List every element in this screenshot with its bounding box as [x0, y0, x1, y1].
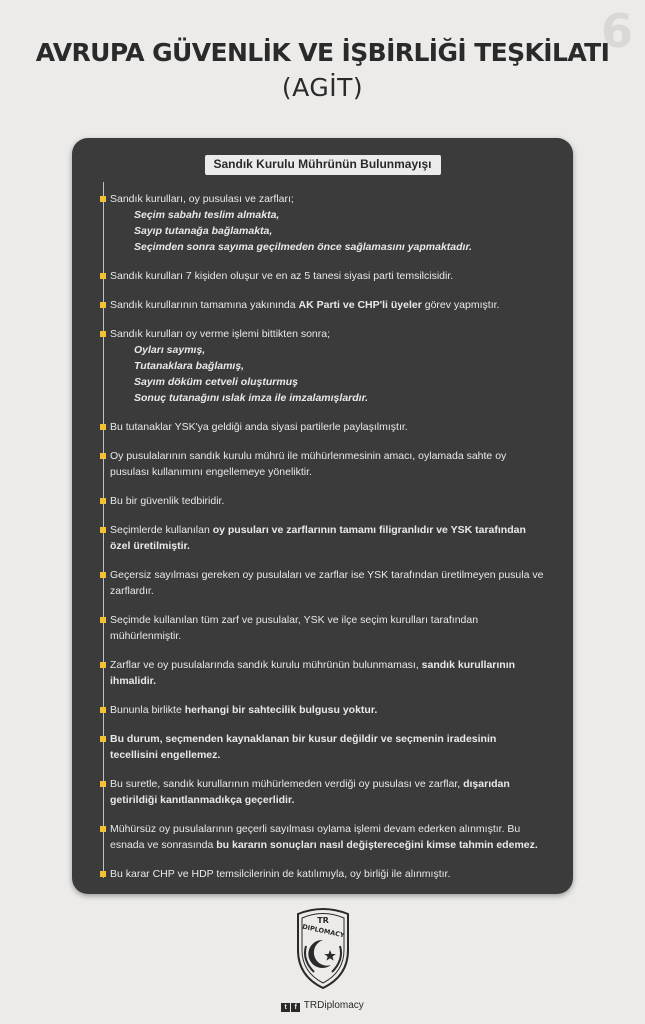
item-text: Bu suretle, sandık kurullarının mühürlemeden verdiği oy pusulası ve zarflar, — [110, 778, 464, 790]
list-item — [100, 821, 546, 853]
item-text: Seçimde kullanılan tüm zarf ve pusulalar, YSK ve ilçe seçim kurulları tarafından mühürlenmiştir. — [110, 614, 479, 642]
list-item — [100, 297, 546, 313]
item-text: Sandık kurulları, oy pusulası ve zarfları; — [110, 193, 294, 205]
item-bold-text: sandık kurullarının ihmalidir. — [110, 659, 516, 687]
list-item — [100, 776, 546, 808]
list-item — [100, 326, 546, 406]
list-item — [100, 419, 546, 435]
list-item — [100, 448, 546, 480]
item-bold-text: herhangi bir sahtecilik bulgusu yoktur. — [184, 704, 378, 716]
list-item — [100, 657, 546, 689]
page-subtitle: (AGİT) — [281, 73, 364, 102]
sub-item: Sayıp tutanağa bağlamakta, — [134, 225, 273, 237]
item-bold-text: bu kararın sonuçları nasıl değiştereceğini kimse tahmin edemez. — [216, 839, 538, 851]
sub-item: Sayım döküm cetveli oluşturmuş — [134, 376, 298, 388]
list-item — [100, 866, 546, 882]
item-text: Bu karar CHP ve HDP temsilcilerinin de katılımıyla, oy birliği ile alınmıştır. — [110, 868, 451, 880]
list-item — [100, 702, 546, 718]
list-item — [100, 567, 546, 599]
logo-emblem-icon — [286, 906, 360, 996]
item-bold-text: dışarıdan getirildiği kanıtlanmadıkça geçerlidir. — [110, 778, 510, 806]
item-text: Seçimlerde kullanılan — [110, 524, 213, 536]
social-handle[interactable]: TRDiplomacy — [303, 1000, 364, 1011]
facebook-icon: f — [291, 1003, 300, 1012]
sub-item: Oyları saymış, — [134, 344, 206, 356]
sub-item: Seçimden sonra sayıma geçilmeden önce sağlamasını yapmaktadır. — [134, 241, 472, 253]
item-text: Bu tutanaklar YSK'ya geldiği anda siyasi partilerle paylaşılmıştır. — [110, 421, 408, 433]
item-text: Mühürsüz oy pusulalarının geçerli sayılması oylama işlemi devam ederken alınmıştır. Bu esnada ve sonrasında — [110, 823, 521, 851]
item-text: Bu bir güvenlik tedbiridir. — [110, 495, 225, 507]
twitter-icon: t — [281, 1003, 290, 1012]
sub-item: Tutanaklara bağlamış, — [134, 360, 245, 372]
tr-diplomacy-logo — [286, 906, 360, 996]
item-text: Sandık kurulları 7 kişiden oluşur ve en az 5 tanesi siyasi parti temsilcisidir. — [110, 270, 454, 282]
item-text: Geçersiz sayılması gereken oy pusulaları ve zarflar ise YSK tarafından üretilmeyen pusula ve zarflardır. — [110, 569, 544, 597]
content-card — [72, 138, 573, 894]
item-text: Sandık kurullarının tamamına yakınında — [110, 299, 299, 311]
item-text: görev yapmıştır. — [421, 299, 500, 311]
item-bold-text: oy pusuları ve zarflarının tamamı filigranlıdır ve YSK tarafından özel üretilmiştir. — [110, 524, 526, 552]
list-item — [100, 612, 546, 644]
item-text: Sandık kurulları oy verme işlemi bittikten sonra; — [110, 328, 331, 340]
logo-ring-text: DIPLOMACY — [301, 922, 345, 940]
social-footer — [0, 1000, 645, 1012]
item-text: Zarflar ve oy pusulalarında sandık kurulu mührünün bulunmaması, — [110, 659, 422, 671]
item-text: Oy pusulalarının sandık kurulu mührü ile mühürlenmesinin amacı, oylamada sahte oy pusulası kullanımını engellemeye yöneliktir. — [110, 450, 507, 478]
list-item — [100, 493, 546, 509]
item-bold-text: AK Parti ve CHP'li üyeler — [298, 299, 422, 311]
list-item — [100, 191, 546, 255]
card-header: Sandık Kurulu Mührünün Bulunmayışı — [204, 155, 440, 175]
page-number: 6 — [600, 4, 633, 58]
sub-item: Seçim sabahı teslim almakta, — [134, 209, 280, 221]
logo-top-text: TR — [316, 916, 329, 925]
item-bold-text: Bu durum, seçmenden kaynaklanan bir kusur değildir ve seçmenin iradesinin tecellisini engellemez. — [110, 733, 497, 761]
list-item — [100, 731, 546, 763]
list-item — [100, 268, 546, 284]
sub-item: Sonuç tutanağını ıslak imza ile imzalamışlardır. — [134, 392, 368, 404]
page-title: AVRUPA GÜVENLİK VE İŞBİRLİĞİ TEŞKİLATI — [35, 38, 610, 67]
item-text: Bununla birlikte — [110, 704, 185, 716]
bullet-list — [100, 191, 546, 895]
list-item — [100, 522, 546, 554]
